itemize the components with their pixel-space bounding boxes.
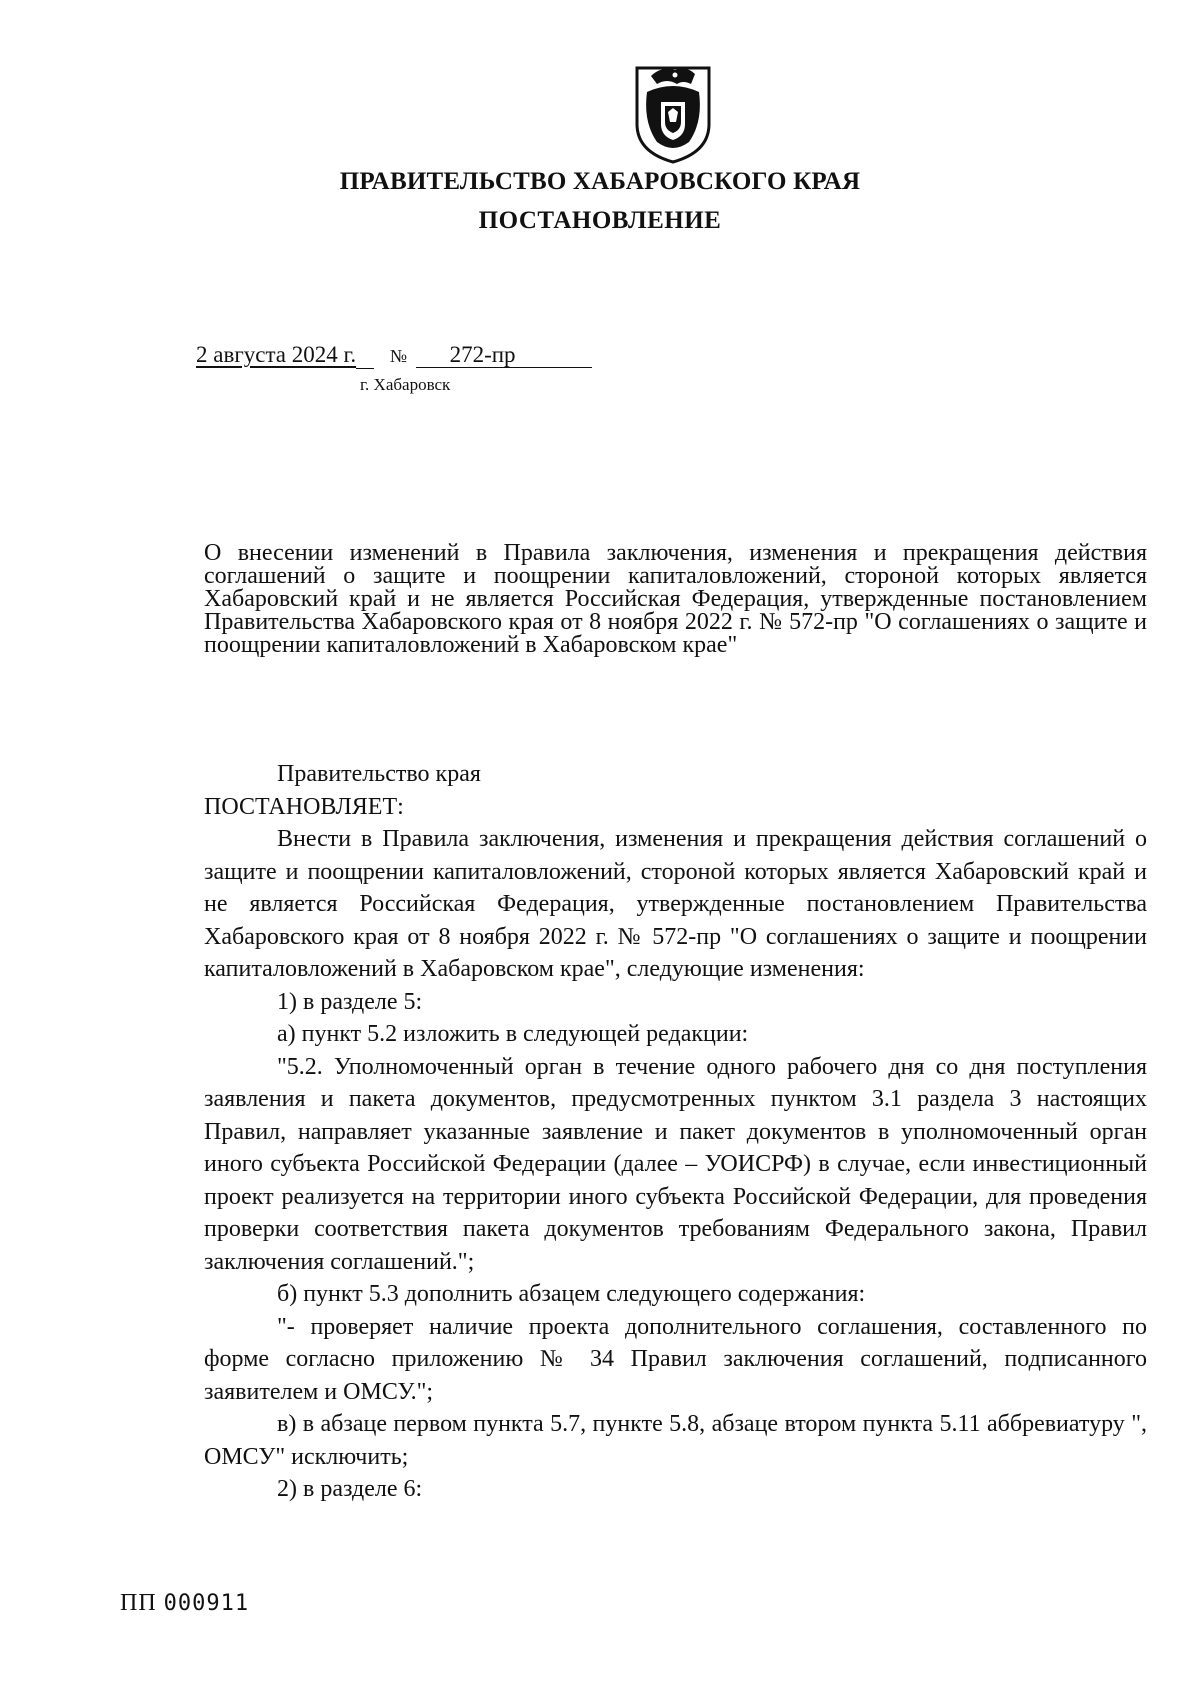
body-paragraph: в) в абзаце первом пункта 5.7, пункте 5.8, абзаце втором пункта 5.11 аббревиатуру ", ОМСУ" исключить; [204,1411,1147,1470]
document-type: ПОСТАНОВЛЕНИЕ [478,207,722,234]
document-title: О внесении изменений в Правила заключения, изменения и прекращения действия соглашений о защите и поощрении капиталовложений, стороной которых является Хабаровский край и не является Российская Федерация, утвержденные постановлением Правительства Хабаровского края от 8 ноября 2022 г. № 572-пр "О соглашениях о защите и поощрении капиталовложений в Хабаровском крае" [204,540,1147,658]
document-code [120,1590,249,1617]
body-paragraph: Внести в Правила заключения, изменения и прекращения действия соглашений о защите и поощрении капиталовложений, стороной которых является Хабаровский край и не является Российская Федерация, утвержденные постановлением Правительства Хабаровского края от 8 ноября 2022 г. № 572-пр "О соглашениях о защите и поощрении капиталовложений в Хабаровском крае", следующие изменения: [204,826,1147,982]
date-number-line [196,342,592,369]
document-number: 272-пр [416,343,592,368]
body-paragraph: "5.2. Уполномоченный орган в течение одного рабочего дня со дня поступления заявления и пакета документов, предусмотренных пунктом 3.1 раздела 3 настоящих Правил, направляет указанные заявление и пакет документов в уполномоченный орган иного субъекта Российской Федерации (далее – УОИСРФ) в случае, если инвестиционный проект реализуется на территории иного субъекта Российской Федерации, для проведения проверки соответствия пакета документов требованиям Федерального закона, Правил заключения соглашений."; [204,1053,1147,1275]
body-paragraph: "- проверяет наличие проекта дополнительного соглашения, составленного по форме согласно приложению № 34 Правил заключения соглашений, подписанного заявителем и ОМСУ."; [204,1313,1147,1405]
coat-of-arms-emblem [631,62,715,166]
number-label: № [389,346,408,366]
lead-government: Правительство края [277,761,481,787]
body-paragraph: а) пункт 5.2 изложить в следующей редакции: [277,1021,749,1047]
body-paragraph: 2) в разделе 6: [277,1476,423,1502]
document-code-number: 000911 [163,1591,250,1616]
lead-resolves: ПОСТАНОВЛЯЕТ: [204,793,404,820]
body-paragraph: б) пункт 5.3 дополнить абзацем следующего содержания: [277,1281,866,1307]
document-date: 2 августа 2024 г. [196,342,357,367]
organization-name: ПРАВИТЕЛЬСТВО ХАБАРОВСКОГО КРАЯ [339,168,861,195]
document-code-prefix: ПП [120,1590,157,1616]
document-body [204,758,1147,1506]
document-city: г. Хабаровск [360,375,451,394]
body-paragraph: 1) в разделе 5: [277,988,423,1015]
